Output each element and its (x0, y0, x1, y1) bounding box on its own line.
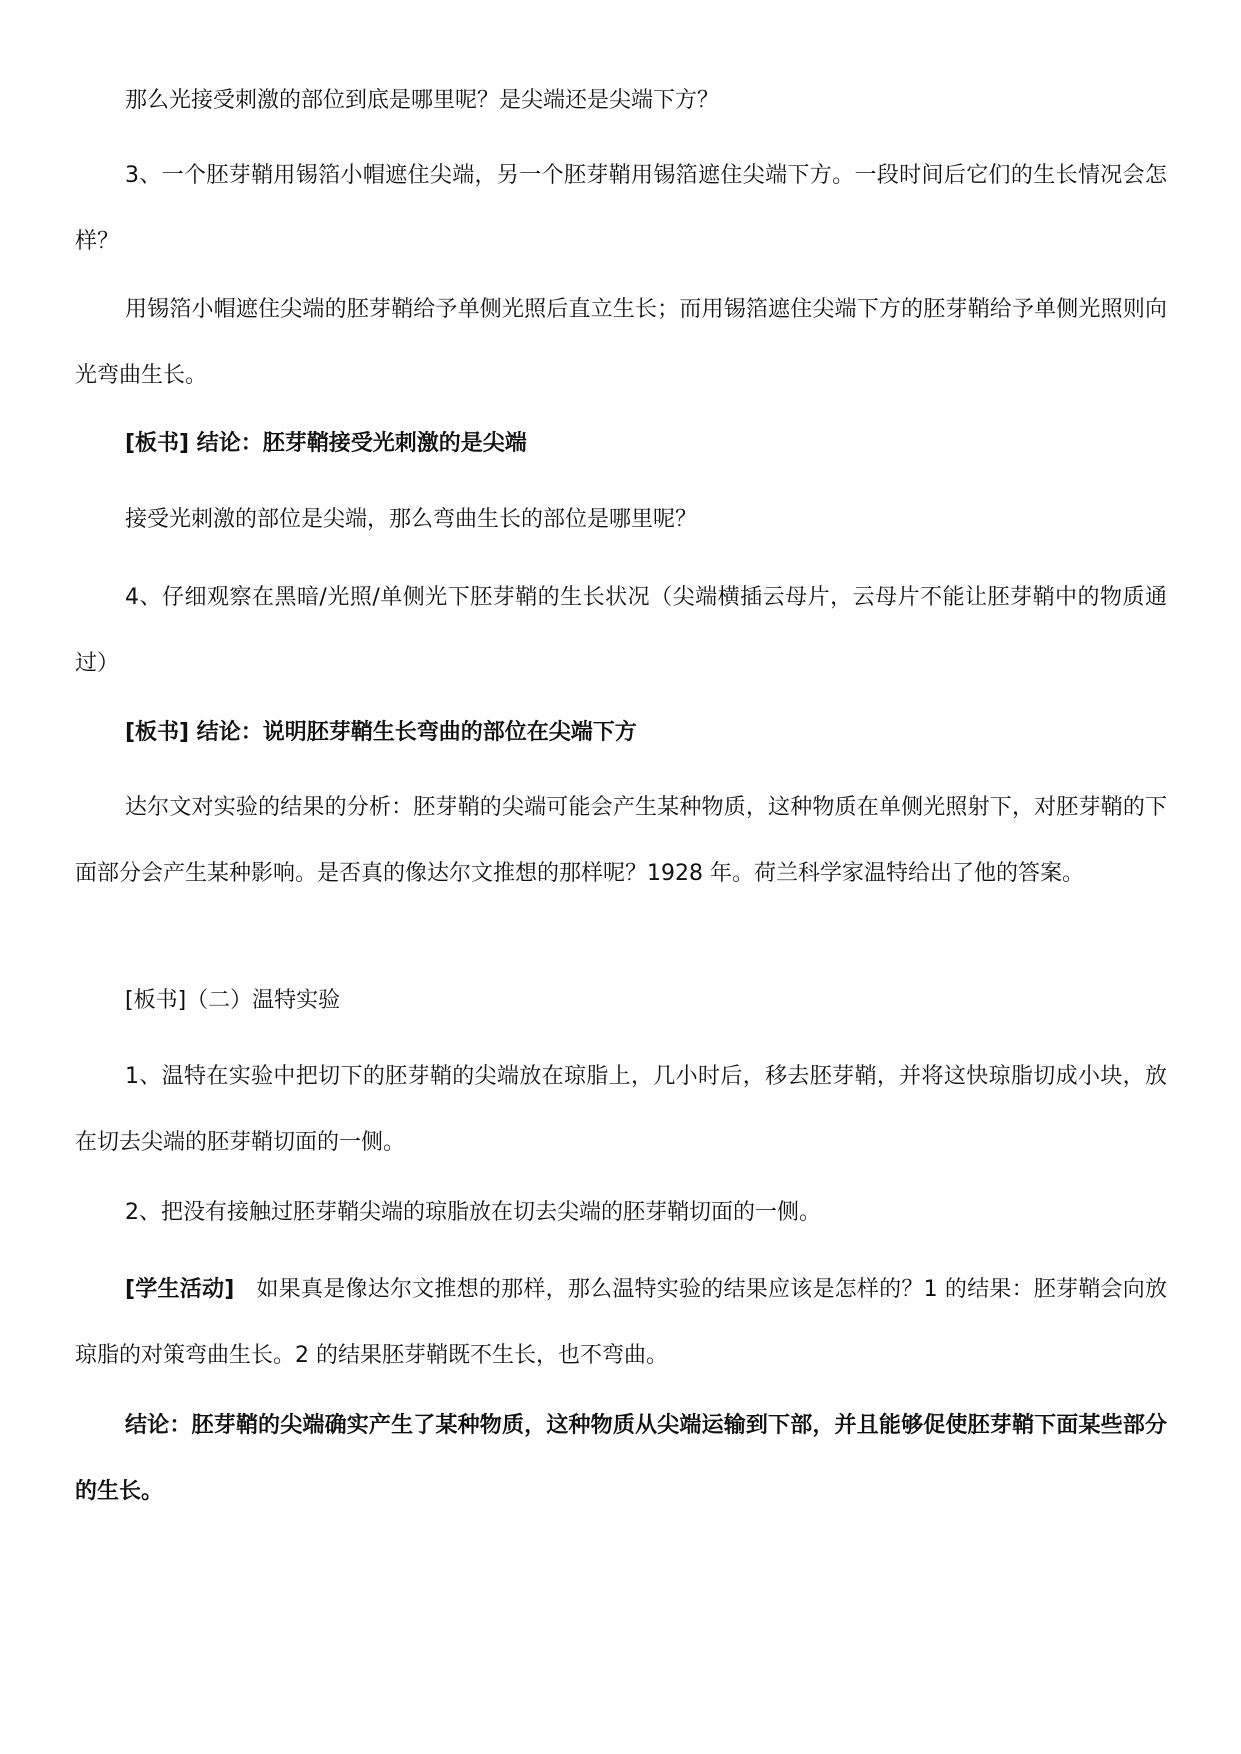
student-activity-tag: [学生活动] (125, 1277, 235, 1302)
board-conclusion-below-tip: [板书] 结论：说明胚芽鞘生长弯曲的部位在尖端下方 (125, 720, 637, 745)
paragraph-student-activity (75, 1257, 1167, 1389)
paragraph-went-step-1: 1、温特在实验中把切下的胚芽鞘的尖端放在琼脂上，几小时后，移去胚芽鞘，并将这快琼脂切成小块，放在切去尖端的胚芽鞘切面的一侧。 (75, 1064, 1167, 1155)
board-went-experiment: [板书]（二）温特实验 (125, 988, 341, 1013)
board-conclusion-tip: [板书] 结论：胚芽鞘接受光刺激的是尖端 (125, 431, 527, 456)
paragraph-final-conclusion: 结论：胚芽鞘的尖端确实产生了某种物质，这种物质从尖端运输到下部，并且能够促使胚芽鞘下面某些部分的生长。 (75, 1413, 1167, 1504)
paragraph-experiment-3: 3、一个胚芽鞘用锡箔小帽遮住尖端，另一个胚芽鞘用锡箔遮住尖端下方。一段时间后它们的生长情况会怎样？ (75, 163, 1167, 254)
student-activity-text: 如果真是像达尔文推想的那样，那么温特实验的结果应该是怎样的？1 的结果：胚芽鞘会向放琼脂的对策弯曲生长。2 的结果胚芽鞘既不生长，也不弯曲。 (75, 1277, 1167, 1368)
paragraph-experiment-4: 4、仔细观察在黑暗/光照/单侧光下胚芽鞘的生长状况（尖端横插云母片，云母片不能让胚芽鞘中的物质通过） (75, 585, 1167, 676)
paragraph-experiment-3-result: 用锡箔小帽遮住尖端的胚芽鞘给予单侧光照后直立生长；而用锡箔遮住尖端下方的胚芽鞘给予单侧光照则向光弯曲生长。 (75, 297, 1167, 388)
paragraph-bending-question: 接受光刺激的部位是尖端，那么弯曲生长的部位是哪里呢？ (125, 507, 698, 532)
paragraph-went-step-2: 2、把没有接触过胚芽鞘尖端的琼脂放在切去尖端的胚芽鞘切面的一侧。 (125, 1200, 821, 1225)
paragraph-question-location: 那么光接受刺激的部位到底是哪里呢？是尖端还是尖端下方？ (125, 88, 720, 113)
paragraph-darwin-analysis: 达尔文对实验的结果的分析：胚芽鞘的尖端可能会产生某种物质，这种物质在单侧光照射下，对胚芽鞘的下面部分会产生某种影响。是否真的像达尔文推想的那样呢？1928 年。荷兰科学家温特给出了他的答案。 (75, 795, 1167, 886)
